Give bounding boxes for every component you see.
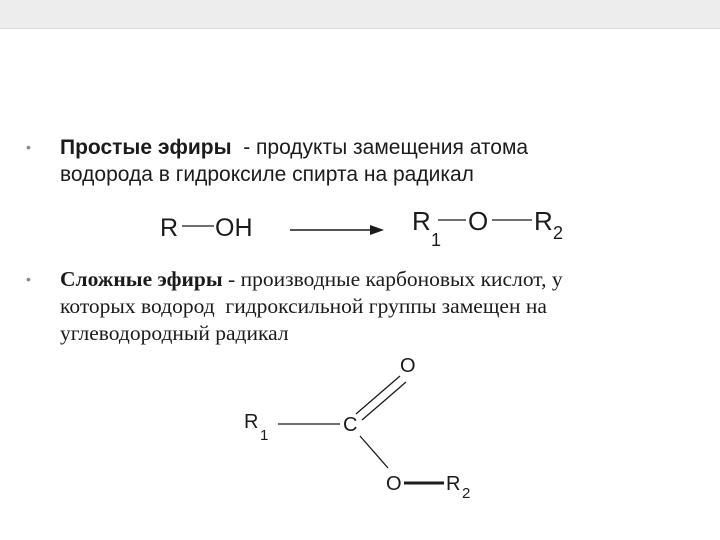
carbonyl-double-bond-a xyxy=(356,376,400,414)
ester-r2-subscript: 2 xyxy=(462,485,471,502)
ether-oxygen-label: O xyxy=(386,473,402,495)
definition-line2: водорода в гидроксиле спирта на радикал xyxy=(60,163,474,186)
definition-line3: углеводородный радикал xyxy=(60,321,289,345)
reaction-arrow-head xyxy=(370,225,384,235)
product-r1-subscript: 1 xyxy=(431,230,442,250)
product-r2-label: R xyxy=(534,206,553,236)
term-esters: Сложные эфиры xyxy=(60,267,223,291)
reaction-scheme xyxy=(160,206,563,250)
product-o-label: O xyxy=(468,206,489,236)
bullet-marker: • xyxy=(26,139,31,155)
definition-line1: - продукты замещения атома xyxy=(231,136,529,159)
carbon-label: C xyxy=(343,414,358,436)
reactant-oh-label: OH xyxy=(215,214,253,242)
ester-r1-subscript: 1 xyxy=(260,427,269,444)
ester-r2-label: R xyxy=(446,473,461,495)
carbonyl-oxygen-label: O xyxy=(400,355,416,377)
definition-line1: - производные карбоновых кислот, у xyxy=(222,267,563,291)
ester-r1-label: R xyxy=(244,411,259,433)
product-r2-subscript: 2 xyxy=(553,223,564,243)
definition-line2: которых водород гидроксильной группы замещен на xyxy=(60,294,547,318)
reactant-r-label: R xyxy=(160,214,179,242)
ester-structure xyxy=(244,355,470,502)
term-simple-ethers: Простые эфиры xyxy=(60,136,232,159)
product-r1-label: R xyxy=(412,206,431,236)
carbon-oxygen-bond xyxy=(360,436,388,468)
carbonyl-double-bond-b xyxy=(362,382,406,420)
bullet-marker: • xyxy=(26,271,31,287)
